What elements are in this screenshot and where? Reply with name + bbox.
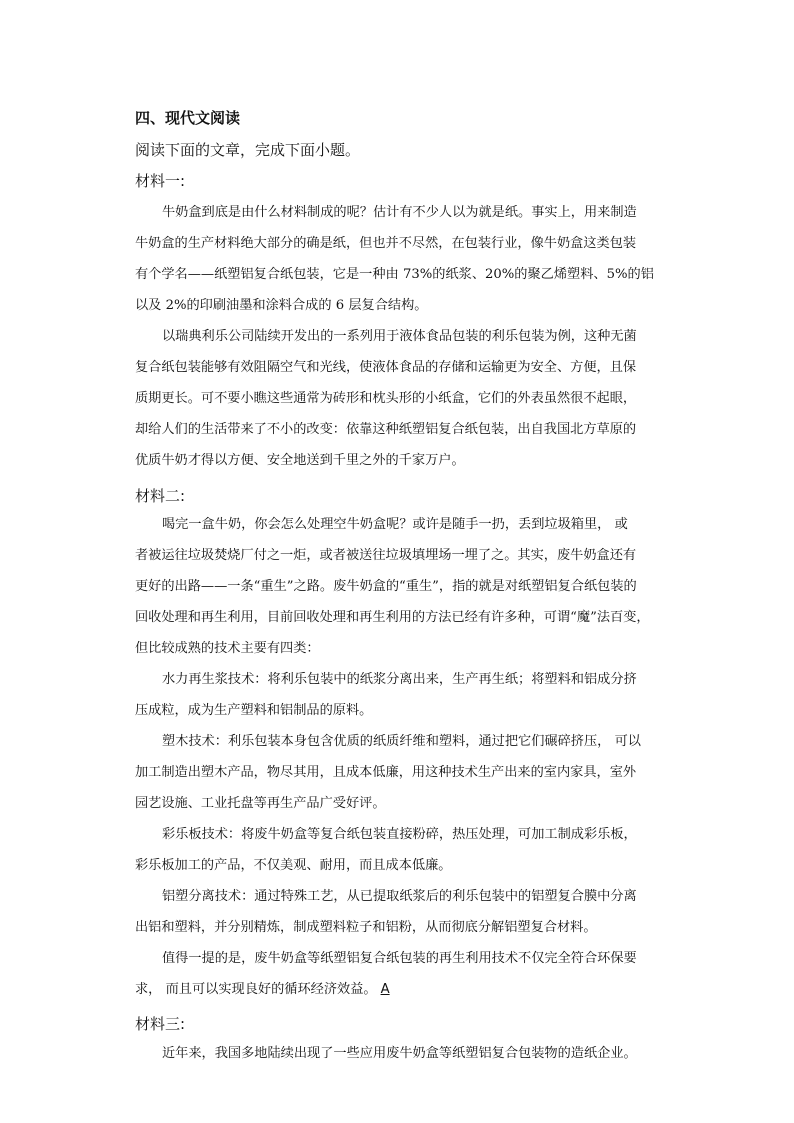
text-line: 喝完一盒牛奶，你会怎么处理空牛奶盒呢？或许是随手一扔，丢到垃圾箱里， 或 (162, 517, 628, 532)
text-line: 以及 2%的印刷油墨和涂料合成的 6 层复合结构。 (135, 298, 428, 313)
text-line: 以瑞典利乐公司陆续开发出的一系列用于液体食品包装的利乐包装为例，这种无菌 (162, 329, 637, 344)
section-heading: 四、现代文阅读 (135, 109, 241, 127)
material-two-paragraph-4 (135, 819, 666, 881)
text-line: 彩乐板加工的产品，不仅美观、耐用，而且成本低廉。 (135, 858, 452, 873)
text-line: 优质牛奶才得以方便、安全地送到千里之外的千家万户。 (135, 453, 465, 468)
text-line: 却给人们的生活带来了不小的改变：依靠这种纸塑铝复合纸包装，出自我国北方草原的 (135, 422, 637, 437)
text-line: 塑木技术：利乐包装本身包含优质的纸质纤维和塑料，通过把它们碾碎挤压， 可以 (162, 734, 641, 749)
material-two-paragraph-2 (135, 664, 666, 726)
text-line: 铝塑分离技术：通过特殊工艺，从已提取纸浆后的利乐包装中的铝塑复合膜中分离 (162, 889, 637, 904)
text-line: 质期更长。可不要小瞧这些通常为砖形和枕头形的小纸盒，它们的外表虽然很不起眼， (135, 391, 637, 406)
material-one-paragraph-1 (135, 197, 666, 321)
material-two-label: 材料二: (135, 487, 186, 505)
material-three-paragraph-1 (135, 1038, 666, 1069)
text-line: 但比较成熟的技术主要有四类： (135, 641, 320, 656)
text-line: 水力再生浆技术：将利乐包装中的纸浆分离出来，生产再生纸；将塑料和铝成分挤 (162, 672, 637, 687)
text-line: 压成粒，成为生产塑料和铝制品的原料。 (135, 703, 373, 718)
text-line: 复合纸包装能够有效阻隔空气和光线，使液体食品的存储和运输更为安全、方便，且保 (135, 360, 637, 375)
text-line: 更好的出路——一条“重生”之路。废牛奶盒的“重生”，指的就是对纸塑铝复合纸包装的 (135, 579, 637, 594)
text-line: 近年来，我国多地陆续出现了一些应用废牛奶盒等纸塑铝复合包装物的造纸企业。 (162, 1046, 637, 1061)
text-line: 加工制造出塑木产品，物尽其用，且成本低廉，用这种技术生产出来的室内家具，室外 (135, 765, 637, 780)
text-line: 回收处理和再生利用，目前回收处理和再生利用的方法已经有许多种，可谓“魔”法百变， (135, 610, 650, 625)
text-line: 彩乐板技术：将废牛奶盒等复合纸包装直接粉碎，热压处理，可加工制成彩乐板， (162, 827, 637, 842)
text-line: 牛奶盒到底是由什么材料制成的呢？估计有不少人以为就是纸。事实上，用来制造 (162, 205, 637, 220)
material-one-paragraph-2 (135, 321, 666, 476)
text-line: 出铝和塑料，并分别精炼，制成塑料粒子和铝粉，从而彻底分解铝塑复合材料。 (135, 920, 597, 935)
answer-blank: A (380, 982, 390, 997)
text-line: 有个学名——纸塑铝复合纸包装，它是一种由 73%的纸浆、20%的聚乙烯塑料、5%的铝 (135, 267, 654, 282)
material-two-paragraph-3 (135, 726, 666, 819)
material-two-paragraph-1 (135, 509, 666, 664)
material-three-label: 材料三: (135, 1015, 186, 1033)
material-one-label: 材料一: (135, 172, 186, 190)
material-two-paragraph-6 (135, 943, 666, 1005)
text-line: 求， 而且可以实现良好的循环经济效益。 (135, 982, 377, 997)
text-line-with-answer (135, 974, 666, 1005)
text-line: 者被运往垃圾焚烧厂付之一炬，或者被送往垃圾填埋场一埋了之。其实，废牛奶盒还有 (135, 548, 637, 563)
text-line: 牛奶盒的生产材料绝大部分的确是纸，但也并不尽然，在包装行业，像牛奶盒这类包装 (135, 236, 637, 251)
text-line: 值得一提的是，废牛奶盒等纸塑铝复合纸包装的再生利用技术不仅完全符合环保要 (162, 951, 637, 966)
text-line: 园艺设施、工业托盘等再生产品广受好评。 (135, 796, 386, 811)
material-two-paragraph-5 (135, 881, 666, 943)
reading-instruction: 阅读下面的文章，完成下面小题。 (135, 141, 361, 159)
